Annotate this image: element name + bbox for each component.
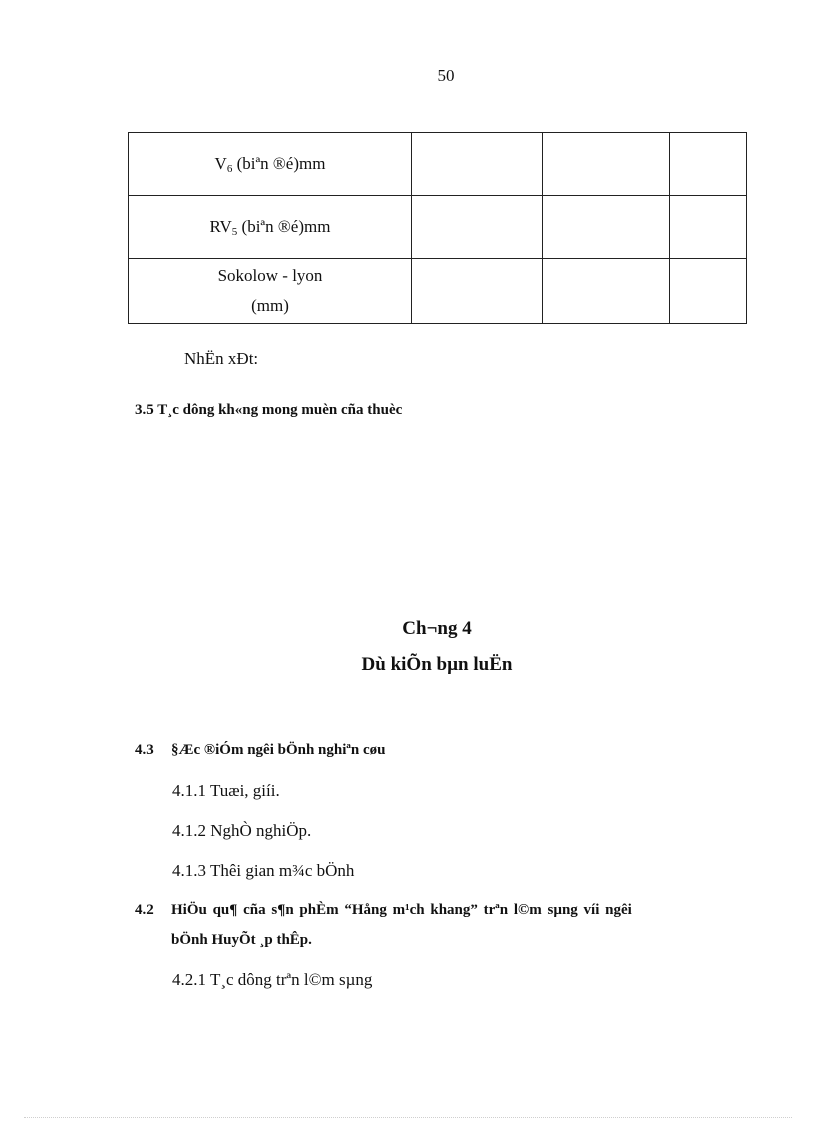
label-text: RV (209, 217, 232, 236)
section-number: 4.3 (135, 742, 154, 758)
table-row (129, 259, 747, 324)
row-label-sokolow-lyon (129, 259, 412, 324)
section-title: §Æc ®iÓm ngêi bÖnh nghiªn cøu (171, 742, 386, 758)
label-unit: (biªn ®é)mm (237, 217, 331, 236)
section-4-2-heading (135, 902, 632, 919)
label-line-1: Sokolow - lyon (217, 266, 323, 285)
row-label-v6 (129, 133, 412, 196)
label-text: V (214, 154, 227, 173)
subsection-4-1-1: 4.1.1 Tuæi, giíi. (172, 781, 280, 800)
table-cell (412, 196, 543, 259)
chapter-subtitle: Dù kiÕn bµn luËn (361, 654, 513, 675)
row-label-rv5 (129, 196, 412, 259)
ecg-measurement-table (128, 132, 747, 324)
table-cell (543, 259, 670, 324)
chapter-title: Ch¬ng 4 (402, 618, 472, 639)
table-cell (543, 133, 670, 196)
label-subscript: 5 (231, 226, 238, 238)
table-cell (412, 259, 543, 324)
table-cell (670, 133, 747, 196)
table-cell (412, 133, 543, 196)
table-cell (543, 196, 670, 259)
subsection-4-1-3: 4.1.3 Thêi gian m¾c bÖnh (172, 861, 355, 880)
subsection-4-1-2: 4.1.2 NghÒ nghiÖp. (172, 821, 312, 840)
table-cell (670, 259, 747, 324)
subsection-4-2-1: 4.2.1 T¸c dông trªn l©m sµng (172, 970, 373, 989)
section-4-3-heading (135, 742, 386, 759)
label-unit: (biªn ®é)mm (232, 154, 326, 173)
label-line-2: (mm) (251, 296, 289, 315)
section-title-line-1: HiÖu qu¶ cña s¶n phÈm “Hång m¹ch khang” trªn l©m sµng víi ngêi (171, 902, 632, 918)
page-number: 50 (437, 66, 455, 85)
page-bottom-divider (24, 1117, 792, 1118)
table-cell (670, 196, 747, 259)
table-row (129, 133, 747, 196)
section-3-5-heading: 3.5 T¸c dông kh«ng mong muèn cña thuèc (135, 402, 403, 418)
label-subscript: 6 (226, 163, 233, 175)
section-4-2-heading-line-2: bÖnh HuyÕt ¸p thÊp. (171, 932, 312, 948)
table-row (129, 196, 747, 259)
remark-label: NhËn xÐt: (184, 349, 259, 368)
section-number: 4.2 (135, 902, 154, 918)
